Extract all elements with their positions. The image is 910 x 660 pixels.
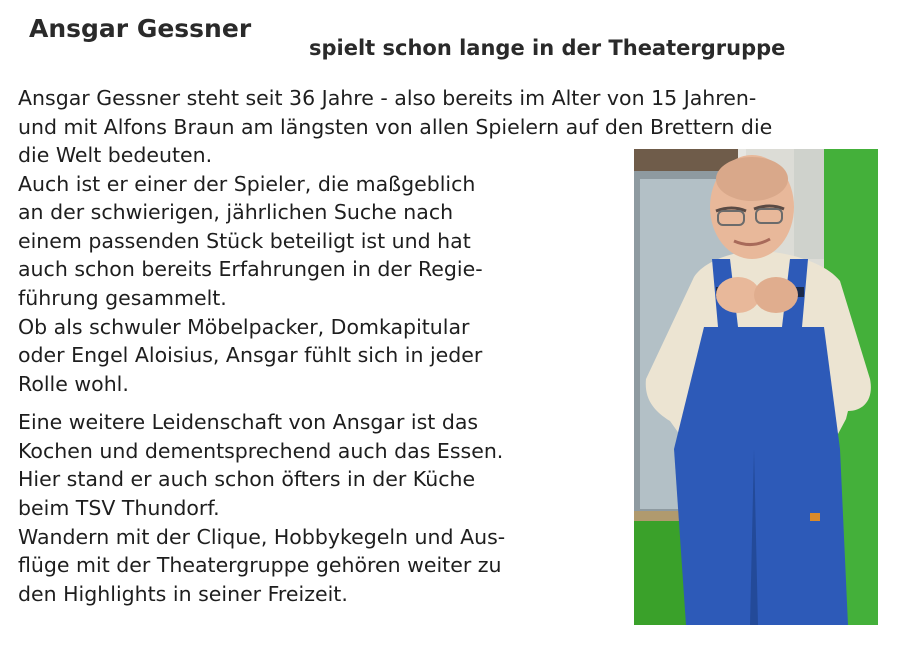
text-line: einem passenden Stück beteiligt ist und hat [18,229,471,253]
text-line: Ansgar Gessner steht seit 36 Jahre - also bereits im Alter von 15 Jahren- [18,86,757,110]
text-line: Hier stand er auch schon öfters in der Küche [18,467,476,491]
person-name-heading: Ansgar Gessner [29,14,252,43]
text-line: führung gesammelt. [18,286,227,310]
text-line: Auch ist er einer der Spieler, die maßgeblich [18,172,476,196]
text-line: Ob als schwuler Möbelpacker, Domkapitular [18,315,470,339]
text-line: an der schwierigen, jährlichen Suche nach [18,200,454,224]
text-line: auch schon bereits Erfahrungen in der Regie- [18,257,483,281]
text-line: Eine weitere Leidenschaft von Ansgar ist das [18,410,479,434]
text-line: und mit Alfons Braun am längsten von allen Spielern auf den Brettern die [18,115,773,139]
text-line: Rolle wohl. [18,372,129,396]
text-line: Kochen und dementsprechend auch das Essen. [18,439,504,463]
text-line: flüge mit der Theatergruppe gehören weiter zu [18,553,502,577]
subtitle-heading: spielt schon lange in der Theatergruppe [309,36,786,60]
text-line: die Welt bedeuten. [18,143,213,167]
text-line: oder Engel Aloisius, Ansgar fühlt sich in jeder [18,343,483,367]
text-line: Wandern mit der Clique, Hobbykegeln und Aus- [18,525,506,549]
text-line: den Highlights in seiner Freizeit. [18,582,348,606]
text-line: beim TSV Thundorf. [18,496,220,520]
person-in-blue-overalls-photo [634,149,878,625]
